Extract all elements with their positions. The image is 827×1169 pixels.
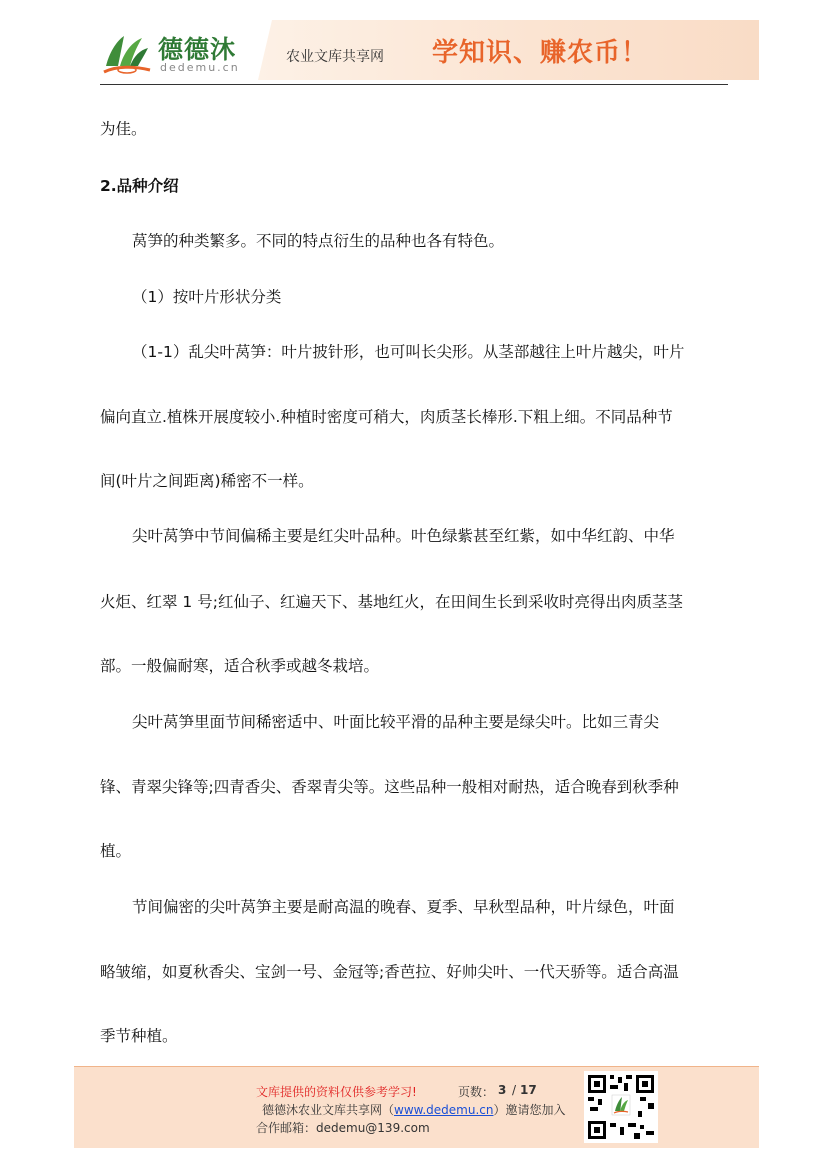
text-line: 偏向直立.植株开展度较小.种植时密度可稍大，肉质茎长棒形.下粗上细。不同品种节 bbox=[100, 408, 673, 426]
page-count-label: 页数： bbox=[458, 1085, 495, 1099]
page-header bbox=[0, 0, 827, 86]
logo-name: 德德沐 bbox=[158, 35, 237, 64]
text-line: 节间偏密的尖叶莴笋主要是耐高温的晚春、夏季、早秋型品种，叶片绿色，叶面 bbox=[132, 898, 675, 916]
text-line: 植。 bbox=[100, 842, 132, 860]
header-slogan: 学知识、赚农币！ bbox=[432, 38, 649, 68]
text-line: 间(叶片之间距离)稀密不一样。 bbox=[100, 472, 314, 490]
site-logo[interactable] bbox=[100, 28, 250, 78]
qr-code-icon[interactable] bbox=[584, 1071, 658, 1143]
site-name: 农业文库共享网 bbox=[286, 49, 384, 65]
text-line: 尖叶莴笋里面节间稀密适中、叶面比较平滑的品种主要是绿尖叶。比如三青尖 bbox=[132, 713, 660, 731]
footer-contact-email: 合作邮箱：dedemu@139.com bbox=[256, 1121, 430, 1135]
footer-site-link[interactable]: www.dedemu.cn bbox=[394, 1103, 494, 1117]
section-heading: 2.品种介绍 bbox=[100, 177, 179, 195]
text-line: 锋、青翠尖锋等;四青香尖、香翠青尖等。这些品种一般相对耐热，适合晚春到秋季种 bbox=[100, 778, 679, 796]
page-separator: / bbox=[512, 1083, 517, 1097]
footer-disclaimer: 文库提供的资料仅供参考学习! bbox=[256, 1085, 417, 1099]
text-line: 尖叶莴笋中节间偏稀主要是红尖叶品种。叶色绿紫甚至红紫，如中华红韵、中华 bbox=[132, 527, 675, 545]
text-line: 为佳。 bbox=[100, 120, 147, 138]
footer-invite bbox=[262, 1101, 566, 1118]
text-line: 莴笋的种类繁多。不同的特点衍生的品种也各有特色。 bbox=[132, 232, 505, 250]
text-line: 季节种植。 bbox=[100, 1027, 178, 1045]
leaf-logo-icon bbox=[100, 30, 154, 76]
subsection-heading: （1）按叶片形状分类 bbox=[132, 288, 282, 306]
logo-url: dedemu.cn bbox=[160, 61, 240, 74]
footer-invite-suffix: ）邀请您加入 bbox=[493, 1103, 566, 1117]
total-page-number: 17 bbox=[520, 1083, 537, 1097]
text-line: 火炬、红翠 1 号;红仙子、红遍天下、基地红火，在田间生长到采收时亮得出肉质茎茎 bbox=[100, 593, 683, 611]
footer-invite-prefix: 德德沐农业文库共享网（ bbox=[262, 1103, 395, 1117]
text-line: 略皱缩，如夏秋香尖、宝剑一号、金冠等;香芭拉、好帅尖叶、一代天骄等。适合高温 bbox=[100, 963, 679, 981]
current-page-number: 3 bbox=[498, 1083, 507, 1097]
text-line: 部。一般偏耐寒，适合秋季或越冬栽培。 bbox=[100, 657, 380, 675]
page-footer bbox=[74, 1066, 759, 1148]
header-divider bbox=[100, 84, 728, 85]
text-line: （1-1）乱尖叶莴笋：叶片披针形，也可叫长尖形。从茎部越往上叶片越尖，叶片 bbox=[132, 343, 685, 361]
